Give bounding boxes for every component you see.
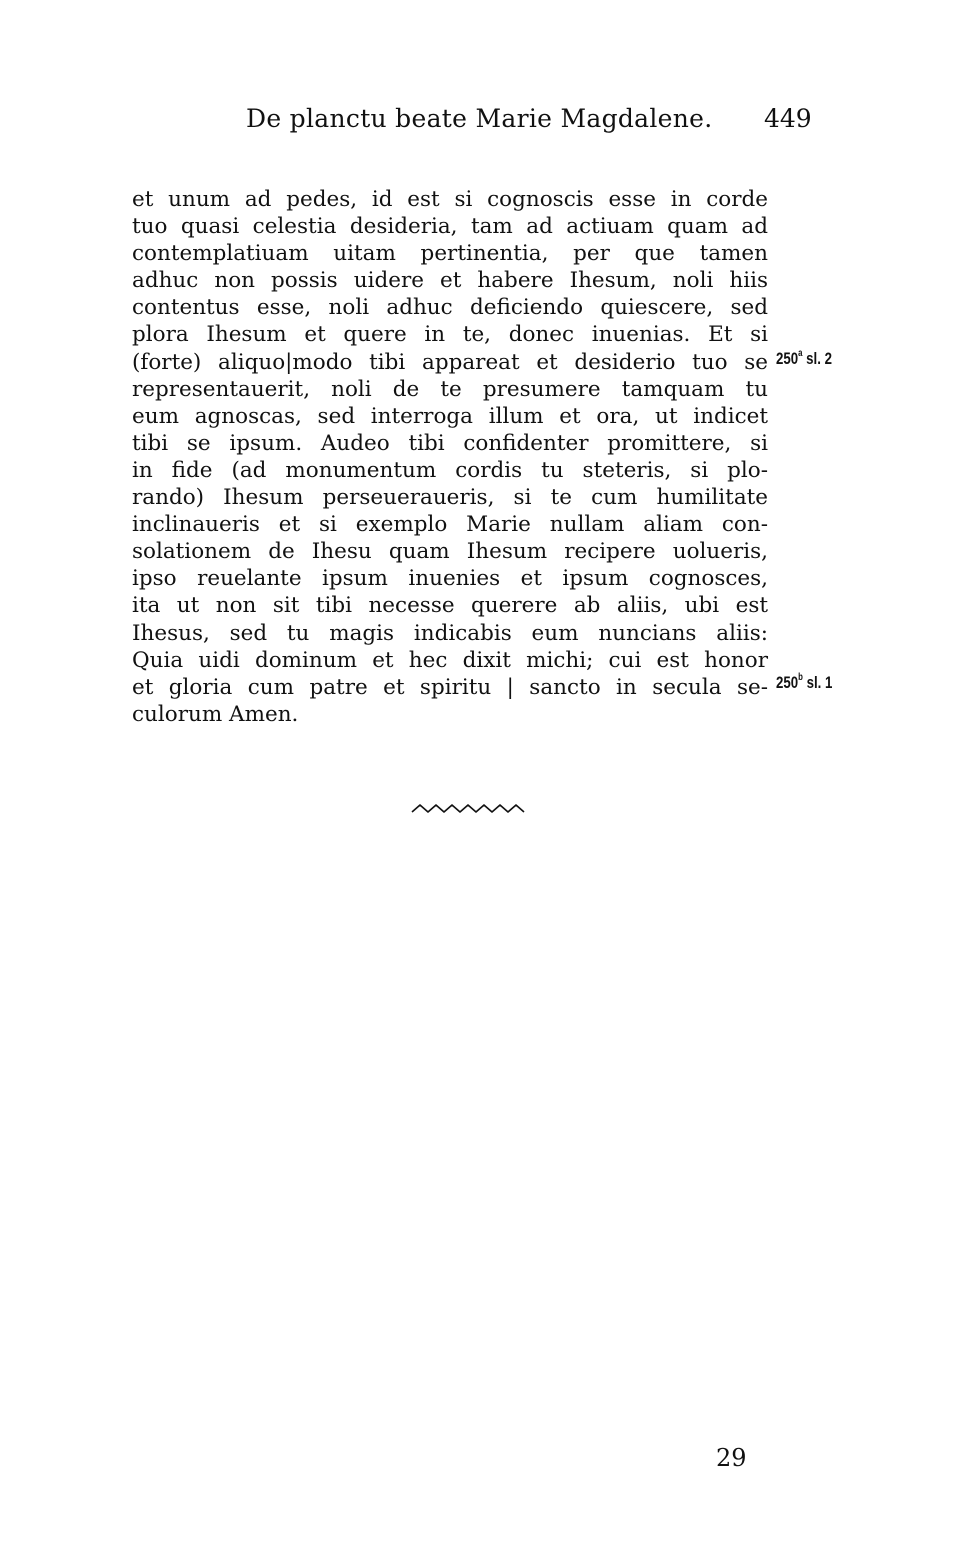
text-line: representauerit, noli de te presumere tamquam tu	[132, 376, 768, 402]
text-line: contemplatiuam uitam pertinentia, per que tamen	[132, 241, 768, 267]
folio-side: b	[798, 672, 803, 683]
text-line: in fide (ad monumentum cordis tu steteris, si plo-	[132, 457, 768, 483]
text-line: eum agnoscas, sed interroga illum et ora, ut indicet	[132, 403, 768, 429]
text-line: contentus esse, noli adhuc deficiendo quiescere, sed	[132, 295, 768, 321]
text-line: et gloria cum patre et spiritu | sancto in secula se-	[132, 674, 768, 700]
text-line: Quia uidi dominum et hec dixit michi; cui est honor	[132, 647, 768, 673]
text-line: inclinaueris et si exemplo Marie nullam aliam con-	[132, 512, 768, 538]
text-line: Ihesus, sed tu magis indicabis eum nuncians aliis:	[132, 620, 768, 646]
margin-folio-note	[776, 673, 832, 693]
text-line: solationem de Ihesu quam Ihesum recipere uolueris,	[132, 539, 768, 565]
page-number: 449	[764, 104, 812, 133]
signature-mark: 29	[716, 1444, 747, 1472]
text-line: (forte) aliquo|modo tibi appareat et desiderio tuo se	[132, 349, 768, 375]
text-line: plora Ihesum et quere in te, donec inuenias. Et si	[132, 322, 768, 348]
text-line: ipso reuelante ipsum inuenies et ipsum cognosces,	[132, 566, 768, 592]
text-line: culorum Amen.	[132, 701, 299, 727]
line-reference: sl. 2	[806, 349, 832, 368]
folio-number: 250	[776, 349, 799, 368]
line-reference: sl. 1	[806, 673, 833, 692]
text-line: adhuc non possis uidere et habere Ihesum, noli hiis	[132, 268, 768, 294]
running-title: De planctu beate Marie Magdalene.	[246, 104, 713, 133]
text-line: ita ut non sit tibi necesse querere ab aliis, ubi est	[132, 593, 768, 619]
wave-ornament-icon	[410, 800, 526, 816]
folio-number: 250	[776, 673, 799, 692]
body-text	[132, 186, 768, 728]
text-line: tuo quasi celestia desideria, tam ad actiuam quam ad	[132, 214, 768, 240]
margin-folio-note	[776, 349, 832, 369]
text-line: rando) Ihesum perseueraueris, si te cum humilitate	[132, 485, 768, 511]
text-line: et unum ad pedes, id est si cognoscis esse in corde	[132, 187, 768, 212]
text-line: tibi se ipsum. Audeo tibi confidenter promittere, si	[132, 430, 768, 456]
folio-side: a	[798, 348, 803, 359]
